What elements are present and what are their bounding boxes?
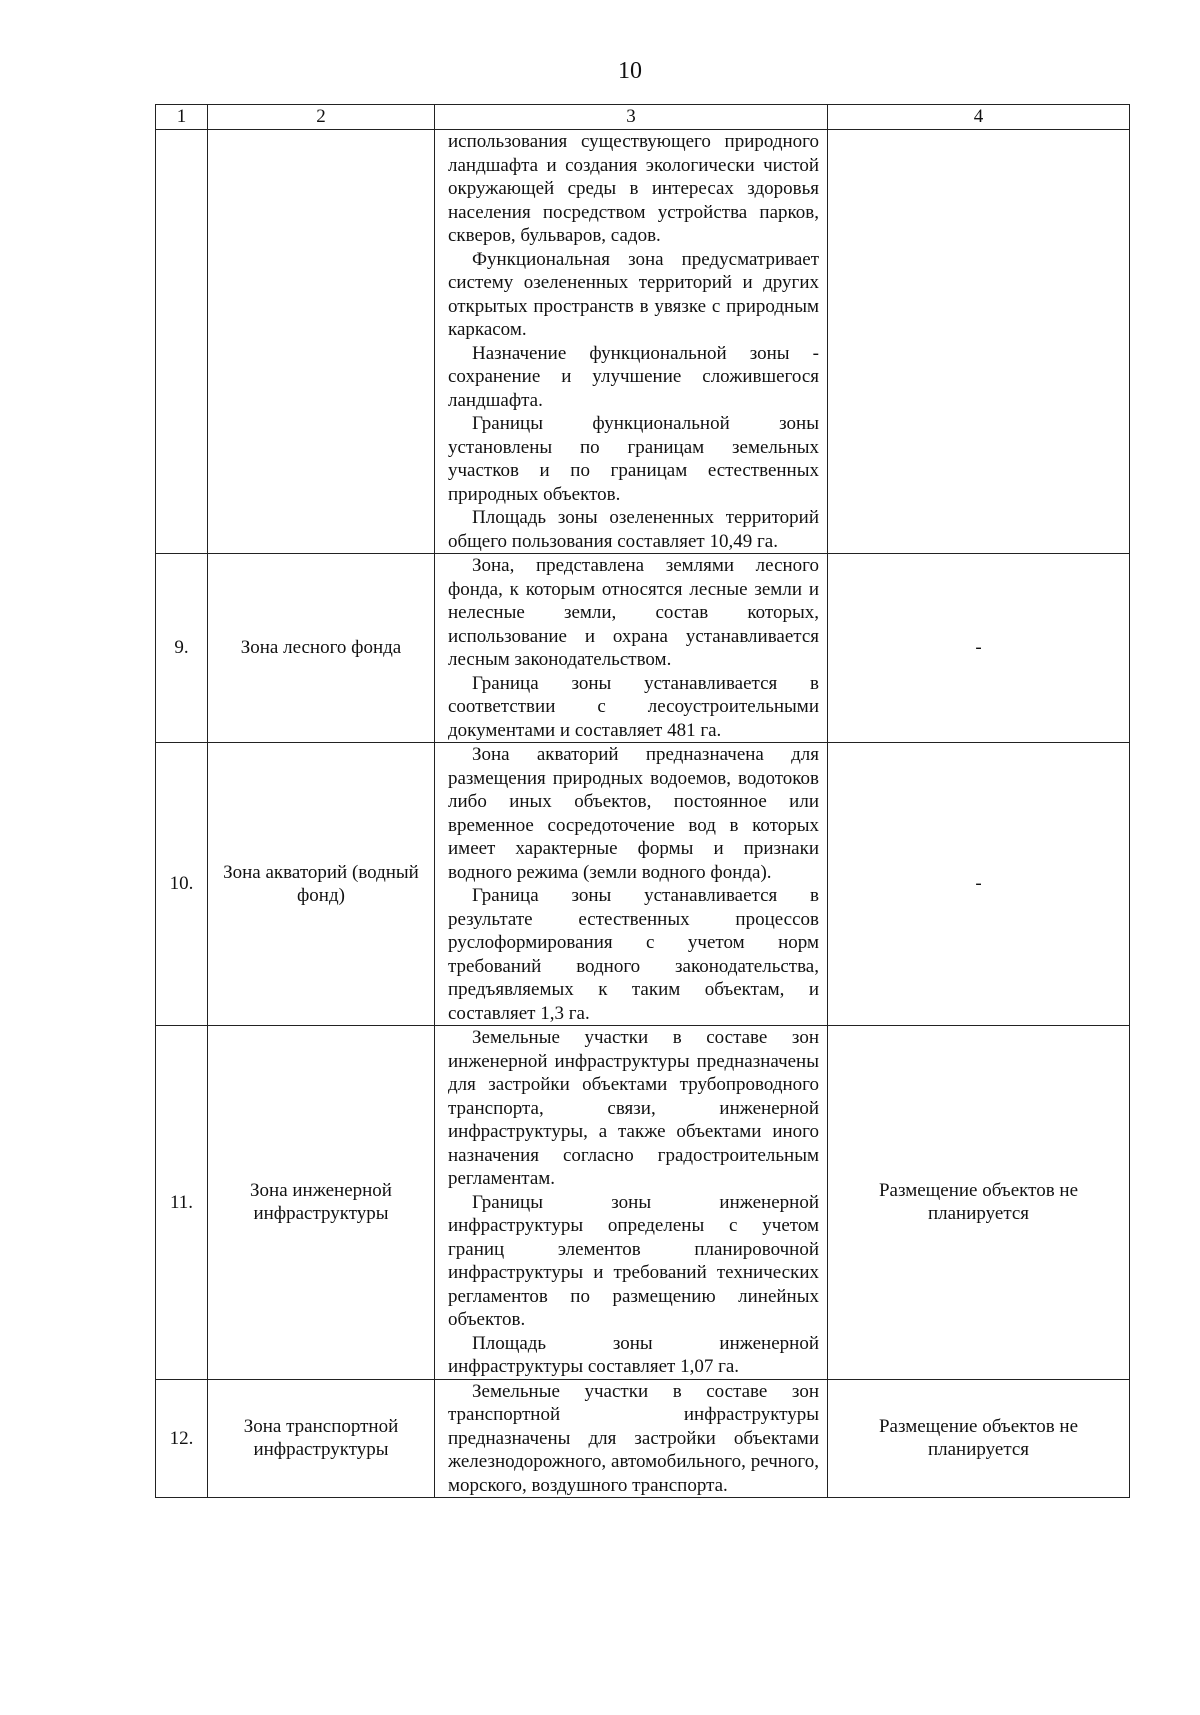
- zone-description: [435, 130, 828, 554]
- zone-note: Размещение объектов не планируется: [828, 1379, 1130, 1498]
- zone-name: Зона лесного фонда: [208, 554, 435, 743]
- row-number: 11.: [156, 1026, 208, 1380]
- row-number: [156, 130, 208, 554]
- description-paragraph: Зона акваторий предназначена для размещения природных водоемов, водотоков либо иных объектов, постоянное или временное сосредоточение вод в которых имеет характерные формы и признаки водного режима (земли водного фонда).: [448, 744, 819, 883]
- table-header-row: [156, 105, 1130, 130]
- zone-note: -: [828, 743, 1130, 1026]
- description-paragraph: Площадь зоны инженерной инфраструктуры составляет 1,07 га.: [448, 1332, 819, 1377]
- zone-description: [435, 1379, 828, 1498]
- description-paragraph: Границы зоны инженерной инфраструктуры определены с учетом границ элементов планировочной инфраструктуры и требований технических регламентов по размещению линейных объектов.: [448, 1191, 819, 1330]
- header-col-2: 2: [208, 105, 435, 130]
- table-row: [156, 130, 1130, 554]
- row-number: 10.: [156, 743, 208, 1026]
- header-col-1: 1: [156, 105, 208, 130]
- zone-name: Зона акваторий (водный фонд): [208, 743, 435, 1026]
- description-paragraph: Площадь зоны озелененных территорий общего пользования составляет 10,49 га.: [448, 507, 819, 552]
- description-paragraph: Граница зоны устанавливается в результате естественных процессов руслоформирования с учетом норм требований водного законодательства, предъявляемых к таким объектам, и составляет 1,3 га.: [448, 885, 819, 1024]
- description-paragraph: использования существующего природного ландшафта и создания экологически чистой окружающей среды в интересах здоровья населения посредством устройства парков, скверов, бульваров, садов.: [448, 131, 819, 246]
- zone-description: [435, 1026, 828, 1380]
- table-row: [156, 743, 1130, 1026]
- description-paragraph: Граница зоны устанавливается в соответствии с лесоустроительными документами и составляет 481 га.: [448, 672, 819, 741]
- description-paragraph: Зона, представлена землями лесного фонда, к которым относятся лесные земли и нелесные земли, состав которых, использование и охрана устанавливается лесным законодательством.: [448, 555, 819, 670]
- header-col-4: 4: [828, 105, 1130, 130]
- page-number: 10: [618, 58, 642, 84]
- table-row: [156, 1026, 1130, 1380]
- row-number: 9.: [156, 554, 208, 743]
- row-number: 12.: [156, 1379, 208, 1498]
- description-paragraph: Функциональная зона предусматривает систему озелененных территорий и других открытых пространств в увязке с природным каркасом.: [448, 248, 819, 340]
- zone-note: [828, 130, 1130, 554]
- description-paragraph: Назначение функциональной зоны - сохранение и улучшение сложившегося ландшафта.: [448, 342, 819, 411]
- description-paragraph: Границы функциональной зоны установлены по границам земельных участков и по границам естественных природных объектов.: [448, 413, 819, 505]
- description-paragraph: Земельные участки в составе зон инженерной инфраструктуры предназначены для застройки объектами трубопроводного транспорта, связи, инженерной инфраструктуры, а также объектами иного назначения согласно градостроительным регламентам.: [448, 1027, 819, 1189]
- zone-note: Размещение объектов не планируется: [828, 1026, 1130, 1380]
- zone-description: [435, 743, 828, 1026]
- zone-name: Зона транспортной инфраструктуры: [208, 1379, 435, 1498]
- description-paragraph: Земельные участки в составе зон транспортной инфраструктуры предназначены для застройки объектами железнодорожного, автомобильного, речного, морского, воздушного транспорта.: [448, 1380, 819, 1496]
- zones-table: [155, 104, 1130, 1498]
- zone-note: -: [828, 554, 1130, 743]
- zone-description: [435, 554, 828, 743]
- zone-name: [208, 130, 435, 554]
- table-row: [156, 554, 1130, 743]
- table-row: [156, 1379, 1130, 1498]
- header-col-3: 3: [435, 105, 828, 130]
- zone-name: Зона инженерной инфраструктуры: [208, 1026, 435, 1380]
